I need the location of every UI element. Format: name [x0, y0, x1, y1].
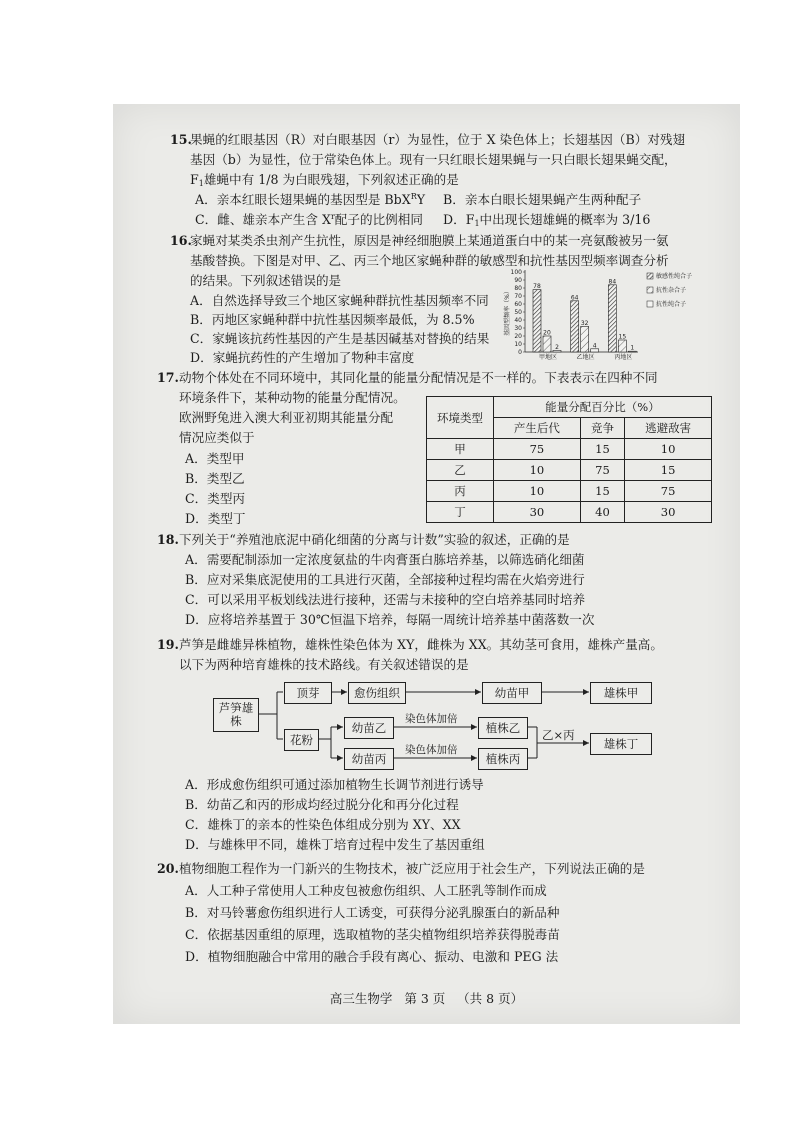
y-tick-label: 80: [514, 285, 522, 292]
q17-option-a: A．类型甲: [185, 451, 245, 466]
bar-value-label: 15: [618, 333, 627, 341]
q15-stem-line3: $F_1$雄蝇中有 1/8 为白眼残翅，下列叙述正确的是: [190, 172, 459, 188]
q20-option-a: A．人工种子常使用人工种皮包被愈伤组织、人工胚乳等制作而成: [185, 883, 547, 898]
q16-option-d: D．家蝇抗药性的产生增加了物种丰富度: [190, 350, 415, 365]
bar-value-label: 20: [543, 329, 551, 337]
q15-option-d: D．$F_1$中出现长翅雄蝇的概率为 3/16: [443, 212, 651, 228]
y-tick-label: 10: [514, 341, 522, 348]
diagram-callus: 愈伤组织: [348, 682, 406, 704]
table-header-group: 能量分配百分比（%）: [494, 397, 712, 418]
legend-swatch: [647, 301, 653, 307]
table-row: 丁 30 40 30: [427, 502, 712, 523]
q15-option-a: A．亲本红眼长翅果蝇的基因型是 BbX$^R$Y: [195, 192, 426, 207]
x-category-label: 乙地区: [576, 354, 595, 361]
y-tick-label: 70: [514, 293, 522, 300]
q15-stem-line1: 果蝇的红眼基因（R）对白眼基因（r）为显性，位于 X 染色体上；长翅基因（B）对残翅: [190, 132, 686, 147]
q16-stem-line3: 的结果。下列叙述错误的是: [190, 273, 342, 288]
y-tick-label: 90: [514, 277, 522, 284]
bar: [581, 326, 589, 352]
q19-option-c: C．雄株丁的亲本的性染色体组成分别为 XY、XX: [185, 817, 461, 832]
bar: [618, 340, 626, 352]
q16-option-a: A．自然选择导致三个地区家蝇种群抗性基因频率不同: [190, 293, 489, 308]
table-header-competition: 竞争: [580, 418, 624, 439]
q16-number: 16.: [170, 233, 192, 248]
q17-option-c: C．类型丙: [185, 491, 246, 506]
diagram-pollen: 花粉: [284, 729, 319, 751]
q16-option-c: C．家蝇该抗药性基因的产生是基因碱基对替换的结果: [190, 331, 490, 346]
q20-option-d: D．植物细胞融合中常用的融合手段有离心、振动、电激和 PEG 法: [185, 949, 559, 964]
page-footer: [113, 989, 740, 1007]
y-tick-label: 100: [510, 269, 522, 276]
q19-option-b: B．幼苗乙和丙的形成均经过脱分化和再分化过程: [185, 797, 459, 812]
bar-value-label: 78: [533, 283, 541, 291]
q16-option-b: B．丙地区家蝇种群中抗性基因频率最低，为 8.5%: [190, 312, 475, 327]
diagram-label-doubling-1: 染色体加倍: [405, 713, 458, 725]
x-category-label: 甲地区: [538, 354, 558, 361]
exam-page: [113, 104, 740, 1024]
legend-label: 敏感性纯合子: [656, 273, 693, 280]
q17-stem-line3: 欧洲野兔进入澳大利亚初期其能量分配: [179, 410, 394, 425]
bar-value-label: 32: [580, 319, 589, 327]
legend-swatch: [647, 287, 653, 293]
diagram-seedling-bing: 幼苗丙: [344, 748, 394, 770]
q19-option-d: D．与雄株甲不同，雄株丁培育过程中发生了基因重组: [185, 837, 485, 852]
bar: [608, 285, 616, 352]
bar-value-label: 1: [630, 344, 635, 352]
q18-option-a: A．需要配制添加一定浓度氨盐的牛肉膏蛋白胨培养基，以筛选硝化细菌: [185, 552, 585, 567]
genotype-frequency-bar-chart: [503, 264, 735, 364]
q18-option-c: C．可以采用平板划线法进行接种，还需与未接种的空白培养基同时培养: [185, 592, 586, 607]
q17-option-d: D．类型丁: [185, 511, 246, 526]
table-row: 甲 75 15 10: [427, 439, 712, 460]
footer-page-number: 第 3 页: [404, 991, 446, 1006]
q15-stem-line2: 基因（b）为显性，位于常染色体上。现有一只红眼长翅果蝇与一只白眼长翅果蝇交配，: [190, 152, 677, 167]
legend-label: 抗性纯合子: [656, 301, 687, 308]
diagram-plant-bing: 植株丙: [478, 748, 528, 770]
q20-stem: 植物细胞工程作为一门新兴的生物技术，被广泛应用于社会生产，下列说法正确的是: [179, 861, 645, 876]
diagram-label-cross: 乙×丙: [542, 728, 575, 742]
bar-value-label: 2: [555, 343, 559, 351]
y-tick-label: 60: [514, 301, 522, 308]
y-tick-label: 20: [514, 333, 522, 340]
q17-stem-line2: 环境条件下，某种动物的能量分配情况。: [179, 390, 406, 405]
q20-number: 20.: [157, 861, 179, 876]
y-tick-label: 40: [514, 317, 522, 324]
table-row: 乙 10 75 15: [427, 460, 712, 481]
footer-subject: 高三生物学: [329, 991, 393, 1006]
legend-label: 抗性杂合子: [656, 287, 687, 294]
diagram-apical-bud: 顶芽: [284, 682, 332, 704]
footer-total-pages: （共 8 页）: [457, 991, 524, 1006]
diagram-seedling-yi: 幼苗乙: [344, 717, 394, 739]
bar-value-label: 84: [608, 278, 617, 286]
bar-value-label: 64: [570, 294, 579, 302]
q15-option-b: B．亲本白眼长翅果蝇产生两种配子: [443, 192, 642, 207]
q15-option-c: C．雌、雄亲本产生含 $X^r$配子的比例相同: [195, 212, 423, 227]
q17-option-b: B．类型乙: [185, 471, 245, 486]
table-header-offspring: 产生后代: [494, 418, 581, 439]
diagram-seedling-jia: 幼苗甲: [482, 682, 542, 704]
diagram-male-ding: 雄株丁: [590, 733, 652, 755]
diagram-male-jia: 雄株甲: [590, 682, 652, 704]
q19-stem-line2: 以下为两种培育雄株的技术路线。有关叙述错误的是: [179, 657, 469, 672]
y-axis-label: 基因型频率（%）: [504, 288, 511, 336]
q19-option-a: A．形成愈伤组织可通过添加植物生长调节剂进行诱导: [185, 777, 484, 792]
q15-number: 15.: [170, 132, 192, 147]
table-header-environment: 环境类型: [427, 397, 494, 439]
x-category-label: 丙地区: [614, 354, 633, 361]
diagram-label-doubling-2: 染色体加倍: [405, 744, 458, 756]
q18-option-d: D．应将培养基置于 30℃恒温下培养，每隔一周统计培养基中菌落数一次: [185, 612, 595, 627]
q19-stem-line1: 芦笋是雌雄异株植物，雄株性染色体为 XY，雌株为 XX。其幼茎可食用，雄株产量高。: [179, 637, 663, 652]
bar: [533, 290, 541, 352]
q16-stem-line2: 基酸替换。下图是对甲、乙、丙三个地区家蝇种群的敏感型和抗性基因型频率调查分析: [190, 253, 669, 268]
table-row: 丙 10 15 75: [427, 481, 712, 502]
q20-option-c: C．依据基因重组的原理，选取植物的茎尖植物组织培养获得脱毒苗: [185, 927, 560, 942]
q19-number: 19.: [157, 637, 179, 652]
q18-option-b: B．应对采集底泥使用的工具进行灭菌，全部接种过程均需在火焰旁进行: [185, 572, 585, 587]
bar: [543, 336, 551, 352]
bar-value-label: 4: [592, 342, 597, 350]
q18-number: 18.: [157, 532, 179, 547]
q18-stem: 下列关于“养殖池底泥中硝化细菌的分离与计数”实验的叙述，正确的是: [179, 532, 570, 547]
q20-option-b: B．对马铃薯愈伤组织进行人工诱变，可获得分泌乳腺蛋白的新品种: [185, 905, 560, 920]
y-tick-label: 0: [518, 349, 522, 356]
diagram-asparagus-male: 芦笋雄株: [213, 698, 259, 732]
energy-allocation-table: [426, 396, 712, 523]
q17-stem-line1: 动物个体处在不同环境中，其同化量的能量分配情况是不一样的。下表表示在四种不同: [179, 370, 658, 385]
table-header-escape: 逃避敌害: [625, 418, 712, 439]
y-tick-label: 30: [514, 325, 522, 332]
y-tick-label: 50: [514, 309, 522, 316]
q17-stem-line4: 情况应类似于: [179, 430, 255, 445]
q17-number: 17.: [157, 370, 179, 385]
q16-stem-line1: 家蝇对某类杀虫剂产生抗性，原因是神经细胞膜上某通道蛋白中的某一亮氨酸被另一氨: [190, 233, 669, 248]
diagram-plant-yi: 植株乙: [478, 717, 528, 739]
bar: [571, 301, 579, 352]
legend-swatch: [647, 273, 653, 279]
